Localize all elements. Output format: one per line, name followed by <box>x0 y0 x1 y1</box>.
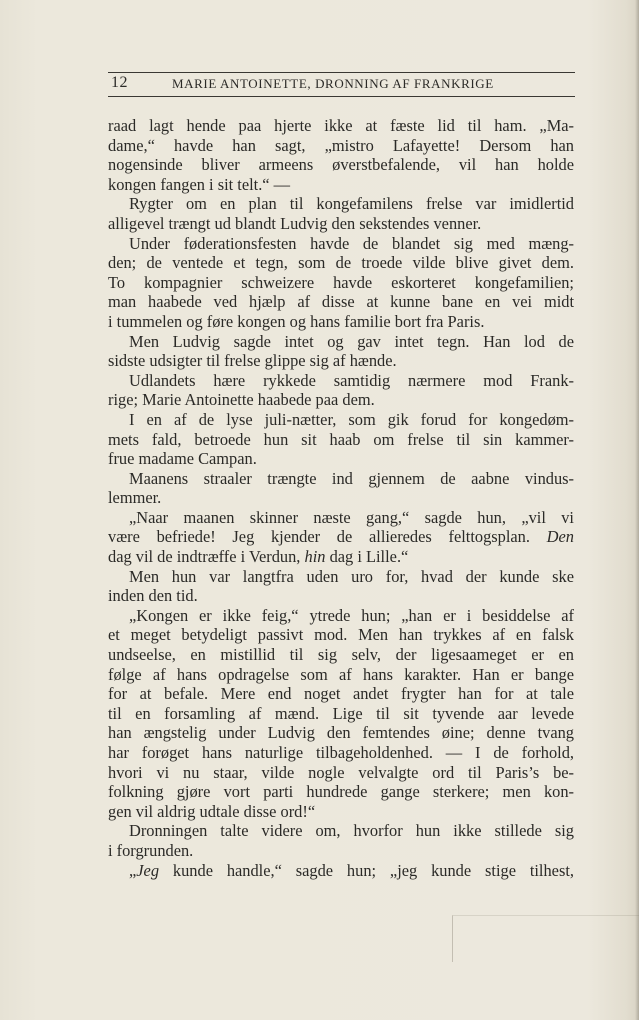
text-line: i tummelen og føre kongen og hans familie bort fra Paris. <box>108 311 485 331</box>
text-line: har forøget hans naturlige tilbageholdenhed. — I de forhold, <box>108 743 574 762</box>
text-line: kongen fangen i sit telt.“ — <box>108 174 291 194</box>
text-line: „Naar maanen skinner næste gang,“ sagde hun, „vil vi <box>129 507 574 527</box>
header-rule-bottom <box>108 96 575 97</box>
running-title: MARIE ANTOINETTE, DRONNING AF FRANKRIGE <box>172 76 494 91</box>
body-text <box>108 116 574 880</box>
page-edge-shadow <box>635 0 639 1020</box>
text-line: mets fald, betroede hun sit haab om frelse til sin kammer- <box>108 429 574 449</box>
text-segment: være befriede! Jeg kjender de allieredes felttogsplan. <box>108 527 530 547</box>
text-line: sidste udsigter til frelse glippe sig af hænde. <box>108 351 397 371</box>
text-line: Rygter om en plan til kongefamilens frelse var imidlertid <box>129 194 574 214</box>
text-line: i forgrunden. <box>108 840 194 860</box>
text-line: alligevel trængt ud blandt Ludvig den sekstendes venner. <box>108 213 482 233</box>
page-corner-mark <box>452 915 639 962</box>
text-line: hvori vi nu staar, vilde nogle velvalgte ord til Paris’s be- <box>108 762 574 782</box>
text-line: Men hun var langtfra uden uro for, hvad der kunde ske <box>129 566 574 586</box>
text-line: folkning gjøre vort parti hundrede gange sterkere; men kon- <box>108 782 574 802</box>
text-line: Men Ludvig sagde intet og gav intet tegn. Han lod de <box>129 331 574 351</box>
text-line-mixed <box>108 527 574 547</box>
text-line: Maanens straaler trængte ind gjennem de aabne vindus- <box>129 468 574 488</box>
text-line: han ængstelig under Ludvig den femtendes øine; denne tvang <box>108 723 574 743</box>
text-segment: „ <box>129 860 137 880</box>
text-line: man haabede ved hjælp af disse at kunne bane en vei midt <box>108 292 574 312</box>
text-line: lemmer. <box>108 488 162 508</box>
italic-segment: hin <box>304 547 326 567</box>
text-segment: kunde handle,“ sagde hun; „jeg kunde stige tilhest, <box>172 860 574 880</box>
text-line: et meget betydeligt passivt mod. Men han trykkes af en falsk <box>108 625 574 645</box>
text-line: To kompagnier schweizere havde eskorteret kongefamilien; <box>108 272 574 292</box>
text-line: Under føderationsfesten havde de blandet sig med mæng- <box>129 233 574 253</box>
text-line-mixed <box>108 547 574 567</box>
text-line: for at befale. Mere end noget andet frygter han for at tale <box>108 684 574 704</box>
text-line: gen vil aldrig udtale disse ord!“ <box>108 801 316 821</box>
page-number: 12 <box>111 74 128 91</box>
italic-segment: Den <box>546 527 574 547</box>
text-line: undseelse, en mistillid til sig selv, der ligesaameget er en <box>108 645 574 665</box>
text-segment: dag i Lille.“ <box>329 547 409 567</box>
text-line: Dronningen talte videre om, hvorfor hun ikke stillede sig <box>129 821 574 841</box>
text-line: rige; Marie Antoinette haabede paa dem. <box>108 390 375 410</box>
text-segment: dag vil de indtræffe i Verdun, <box>108 547 301 567</box>
text-line: frue madame Campan. <box>108 449 257 469</box>
text-line: Udlandets hære rykkede samtidig nærmere mod Frank- <box>129 370 574 390</box>
text-line: til en forsamling af mænd. Lige til sit tyvende aar levede <box>108 703 574 723</box>
text-line: nogensinde bliver armeens øverstbefalende, vil han holde <box>108 155 574 175</box>
text-line: „Kongen er ikke feig,“ ytrede hun; „han er i besiddelse af <box>129 605 574 625</box>
text-line: følge af hans opdragelse som af hans karakter. Han er bange <box>108 664 574 684</box>
text-line-mixed <box>108 861 574 881</box>
text-line: den; de ventede et tegn, som de troede vilde blive givet dem. <box>108 253 574 273</box>
page-header <box>108 72 575 98</box>
text-line: dame,“ havde han sagt, „mistro Lafayette! Dersom han <box>108 135 574 155</box>
italic-segment: Jeg <box>136 860 160 880</box>
header-rule-top <box>108 72 575 73</box>
text-line: I en af de lyse juli-nætter, som gik forud for kongedøm- <box>129 409 574 429</box>
text-line: inden den tid. <box>108 586 198 606</box>
text-line: raad lagt hende paa hjerte ikke at fæste lid til ham. „Ma- <box>108 116 574 135</box>
